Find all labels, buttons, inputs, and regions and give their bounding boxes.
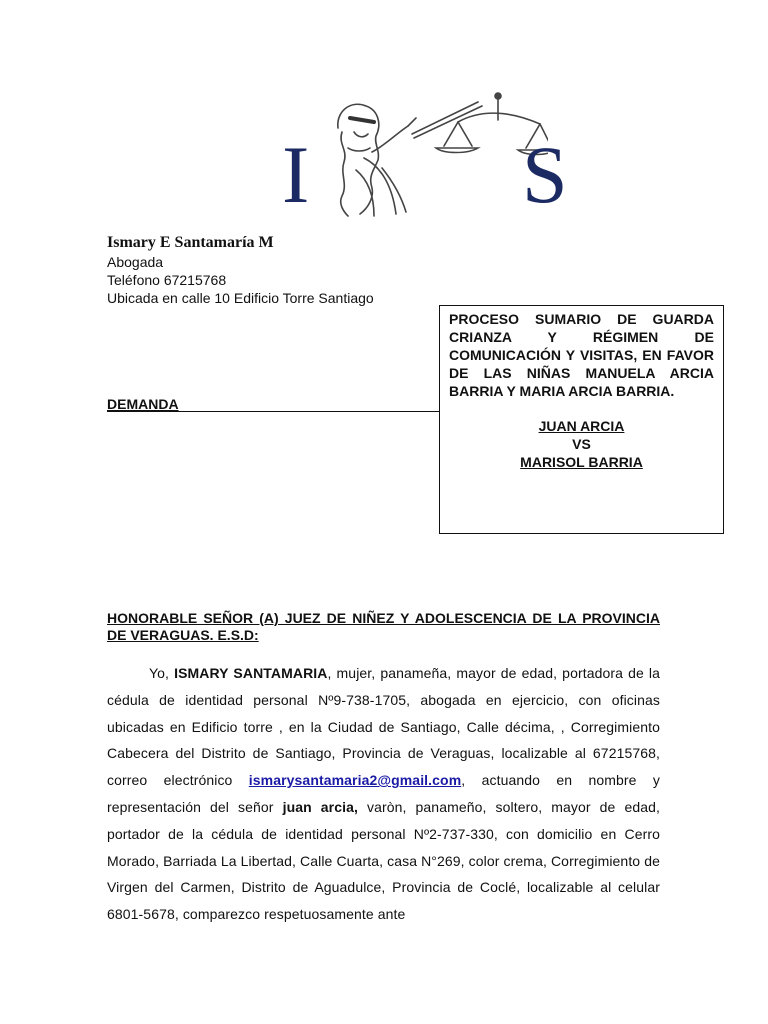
logo-letter-s: S <box>522 129 568 220</box>
demanda-rule <box>107 411 439 412</box>
case-plaintiff: JUAN ARCIA <box>538 418 625 434</box>
body-end: varòn, panameño, soltero, mayor de edad, portador de la cédula de identidad personal Nº2-737-330, con domicilio en Cerro Morado, Barriada La Libertad, Calle Cuarta, casa N°269, color crema, Corregimiento de Virgen del Carmen, Distrito de Aguadulce, Provincia de Coclé, localizable al celular 6801-5678, comparezco respetuosamente ante <box>107 798 660 923</box>
body-start: Yo, <box>149 665 175 681</box>
email-link[interactable]: ismarysantamaria2@gmail.com <box>248 772 462 789</box>
case-description: PROCESO SUMARIO DE GUARDA CRIANZA Y RÉGIMEN DE COMUNICACIÓN Y VISITAS, EN FAVOR DE LAS NIÑAS MANUELA ARCIA BARRIA Y MARIA ARCIA BARRIA. <box>449 311 714 399</box>
sender-name: Ismary E Santamaría M <box>107 234 274 251</box>
court-salutation: HONORABLE SEÑOR (A) JUEZ DE NIÑEZ Y ADOLESCENCIA DE LA PROVINCIA DE VERAGUAS. E.S.D: <box>107 610 660 643</box>
logo-letter-i: I <box>282 129 310 220</box>
case-box <box>439 305 724 534</box>
body-paragraph <box>107 660 660 928</box>
case-vs: VS <box>572 436 591 452</box>
case-parties <box>449 417 714 471</box>
sender-phone: Teléfono 67215768 <box>107 272 227 288</box>
sender-title: Abogada <box>107 254 164 270</box>
case-defendant: MARISOL BARRIA <box>520 454 643 470</box>
sender-block <box>107 233 374 307</box>
firm-logo <box>282 88 582 220</box>
body-after-email: , actuando en nombre y representación del señor <box>107 772 660 815</box>
demanda-heading: DEMANDA <box>107 396 179 412</box>
lady-justice-scales-icon <box>308 88 548 220</box>
attorney-name: ISMARY SANTAMARIA <box>174 665 328 681</box>
client-name: juan arcia, <box>282 798 358 815</box>
sender-address: Ubicada en calle 10 Edificio Torre Santiago <box>107 290 374 306</box>
body-middle: , mujer, panameña, mayor de edad, portadora de la cédula de identidad personal Nº9-738-1705, abogada en ejercicio, con oficinas ubicadas en Edificio torre , en la Ciudad de Santiago, Calle décima, , Corregimiento Cabecera del Distrito de Santiago, Provincia de Veraguas, localizable al 67215768, correo electrónico <box>107 665 660 789</box>
